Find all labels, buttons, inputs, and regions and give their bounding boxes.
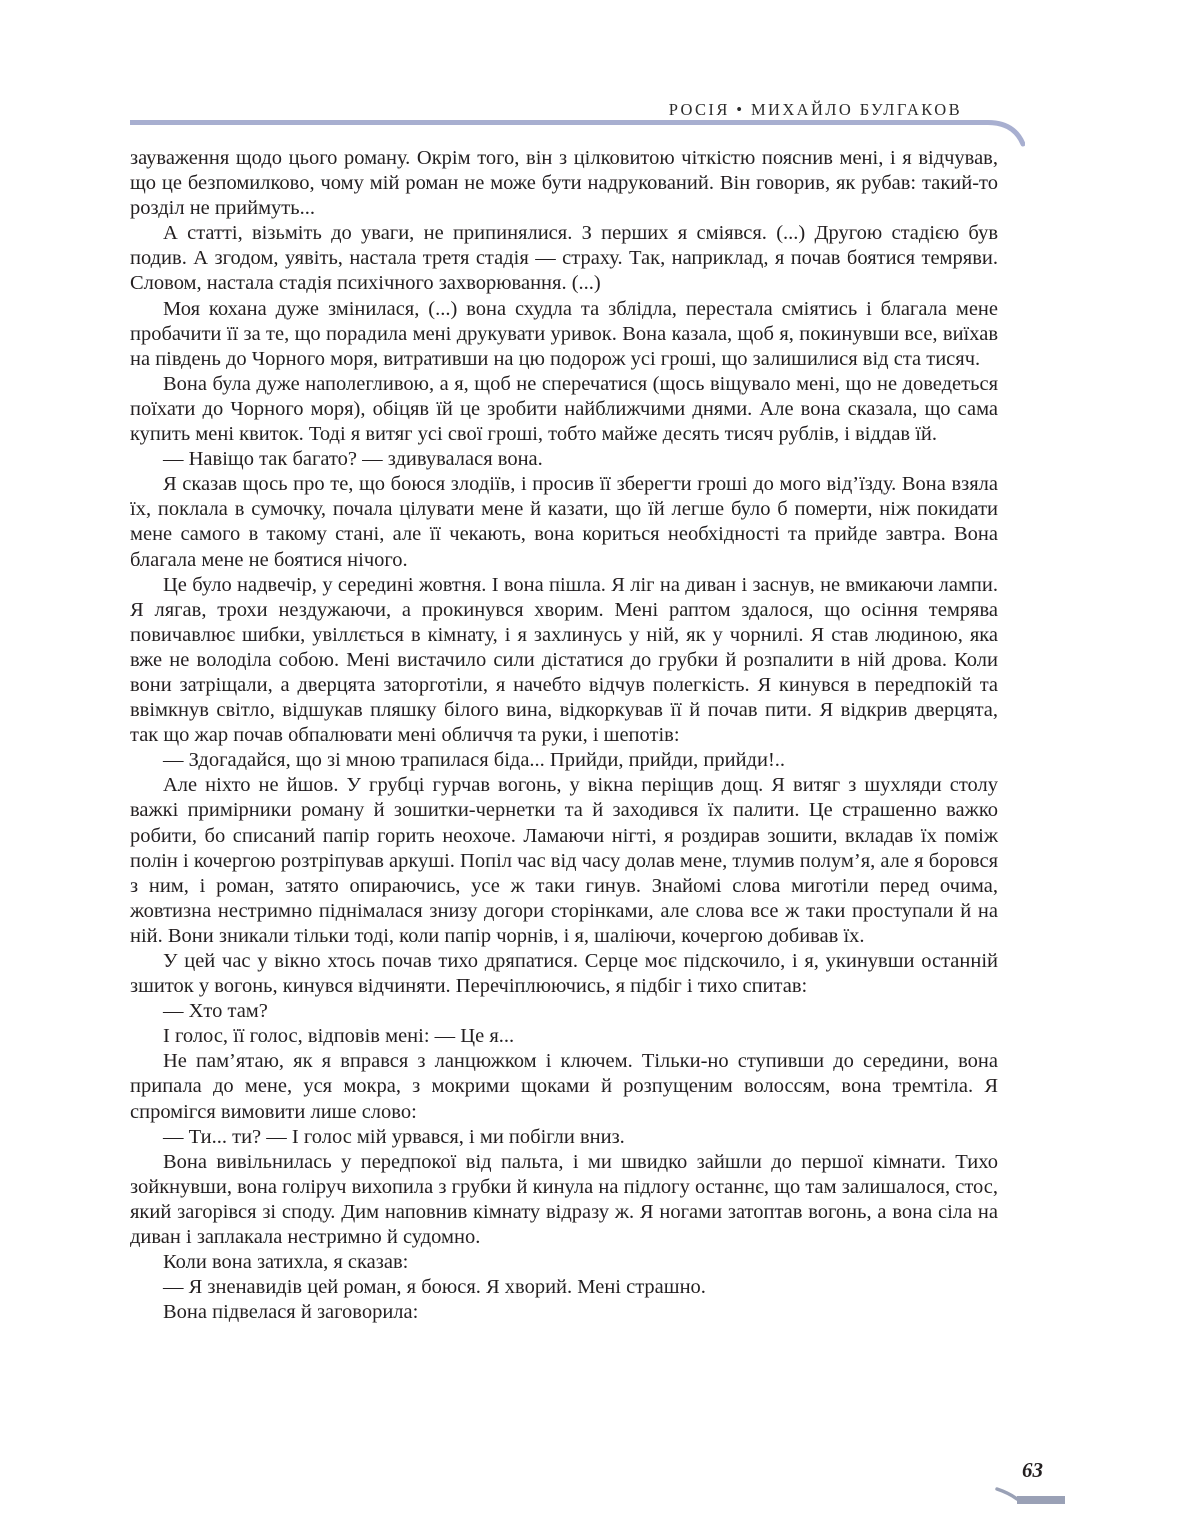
paragraph: Я сказав щось про те, що боюся злодіїв, і просив її зберегти гроші до мого від’їзду. Вона взяла їх, поклала в сумочку, почала цілувати мене й казати, що їй легше було б померти, ніж покидати мене самого в такому стані, але її чекають, вона кориться необхідності та прийде завтра. Вона благала мене не боятися нічого. (130, 473, 998, 571)
footer-ornament (995, 1484, 1067, 1506)
paragraph: Це було надвечір, у середині жовтня. І вона пішла. Я ліг на диван і заснув, не вмикаючи лампи. Я лягав, трохи нездужаючи, а прокинувся хворим. Мені раптом здалося, що осіння темрява повичавлює шибки, увіллється в кімнату, і я захлинусь у ній, як у чорнилі. Я став людиною, яка вже не володіла собою. Мені вистачило сили дістатися до грубки й розпалити в ній дрова. Коли вони затріщали, а дверцята заторготіли, я начебто відчув полегкість. Я кинувся в передпокій та ввімкнув світло, відшукав пляшку білого вина, відкоркував її й почав пити. Я відкрив дверцята, так що жар почав обпалювати мені обличчя та руки, і шепотів: (130, 573, 998, 747)
paragraph: — Навіщо так багато? — здивувалася вона. (163, 448, 543, 471)
page-number: 63 (1022, 1458, 1043, 1482)
body-text (130, 146, 998, 1325)
paragraph: — Ти... ти? — І голос мій урвався, і ми побігли вниз. (163, 1125, 625, 1148)
paragraph: І голос, її голос, відповів мені: — Це я... (163, 1025, 515, 1048)
paragraph: Вона підвелася й заговорила: (163, 1301, 419, 1324)
paragraph: — Хто там? (163, 1000, 268, 1023)
paragraph: Вона вивільнилась у передпокої від пальта, і ми швидко зайшли до першої кімнати. Тихо зойкнувши, вона голіруч вихопила з грубки й кинула на підлогу останнє, що там залишалося, стос, який загорівся зі споду. Дим наповнив кімнату відразу ж. Я ногами затоптав вогонь, а вона сіла на диван і заплакала нестримно й судомно. (130, 1150, 998, 1249)
paragraph: Моя кохана дуже змінилася, (...) вона схудла та зблідла, перестала сміятись і благала мене пробачити її за те, що порадила мені друкувати уривок. Вона казала, щоб я, покинувши все, виїхав на південь до Чорного моря, витративши на цю подорож усі гроші, що залишилися від ста тисяч. (130, 297, 998, 370)
paragraph: зауваження щодо цього роману. Окрім того, він з цілковитою чіткістю пояснив мені, і я відчував, що це безпомилково, чому мій роман не може бути надрукований. Він говорив, як рубав: такий-то розділ не приймуть... (130, 147, 998, 220)
paragraph: Коли вона затихла, я сказав: (163, 1251, 409, 1274)
running-header: РОСІЯ • МИХАЙЛО БУЛГАКОВ (668, 100, 962, 119)
paragraph: Не пам’ятаю, як я вправся з ланцюжком і ключем. Тільки-но ступивши до середини, вона припала до мене, уся мокра, з мокрими щоками й розпущеним волоссям, вона тремтіла. Я спромігся вимовити лише слово: (130, 1050, 998, 1123)
paragraph: — Я зненавидів цей роман, я боюся. Я хворий. Мені страшно. (163, 1276, 706, 1299)
header-rule (130, 118, 1025, 148)
paragraph: Але ніхто не йшов. У грубці гурчав вогонь, у вікна періщив дощ. Я витяг з шухляди столу важкі примірники роману й зошитки-чернетки та й заходився їх палити. Це страшенно важко робити, бо списаний папір горить неохоче. Ламаючи нігті, я роздирав зошити, вкладав їх поміж полін і кочергою розтріпував аркуші. Попіл час від часу долав мене, тлумив полум’я, але я боровся з ним, і роман, затято опираючись, усе ж таки гинув. Знайомі слова миготіли перед очима, жовтизна нестримно піднімалася знизу догори сторінками, але слова все ж таки проступали й на ній. Вони зникали тільки тоді, коли папір чорнів, і я, шаліючи, кочергою добивав їх. (130, 774, 998, 947)
paragraph: А статті, візьміть до уваги, не припинялися. З перших я сміявся. (...) Другою стадією був подив. А згодом, уявіть, настала третя стадія — страху. Так, наприклад, я почав боятися темряви. Словом, настала стадія психічного захворювання. (...) (130, 222, 998, 295)
paragraph: — Здогадайся, що зі мною трапилася біда... Прийди, прийди, прийди!.. (163, 749, 786, 772)
paragraph: Вона була дуже наполегливою, а я, щоб не сперечатися (щось віщувало мені, що не доведеться поїхати до Чорного моря), обіцяв їй це зробити найближчими днями. Але вона сказала, що сама купить мені квиток. Тоді я витяг усі свої гроші, тобто майже десять тисяч рублів, і віддав їй. (130, 372, 998, 446)
paragraph: У цей час у вікно хтось почав тихо дряпатися. Серце моє підскочило, і я, укинувши останній зшиток у вогонь, кинувся відчиняти. Перечіплюючись, я підбіг і тихо спитав: (130, 950, 998, 998)
